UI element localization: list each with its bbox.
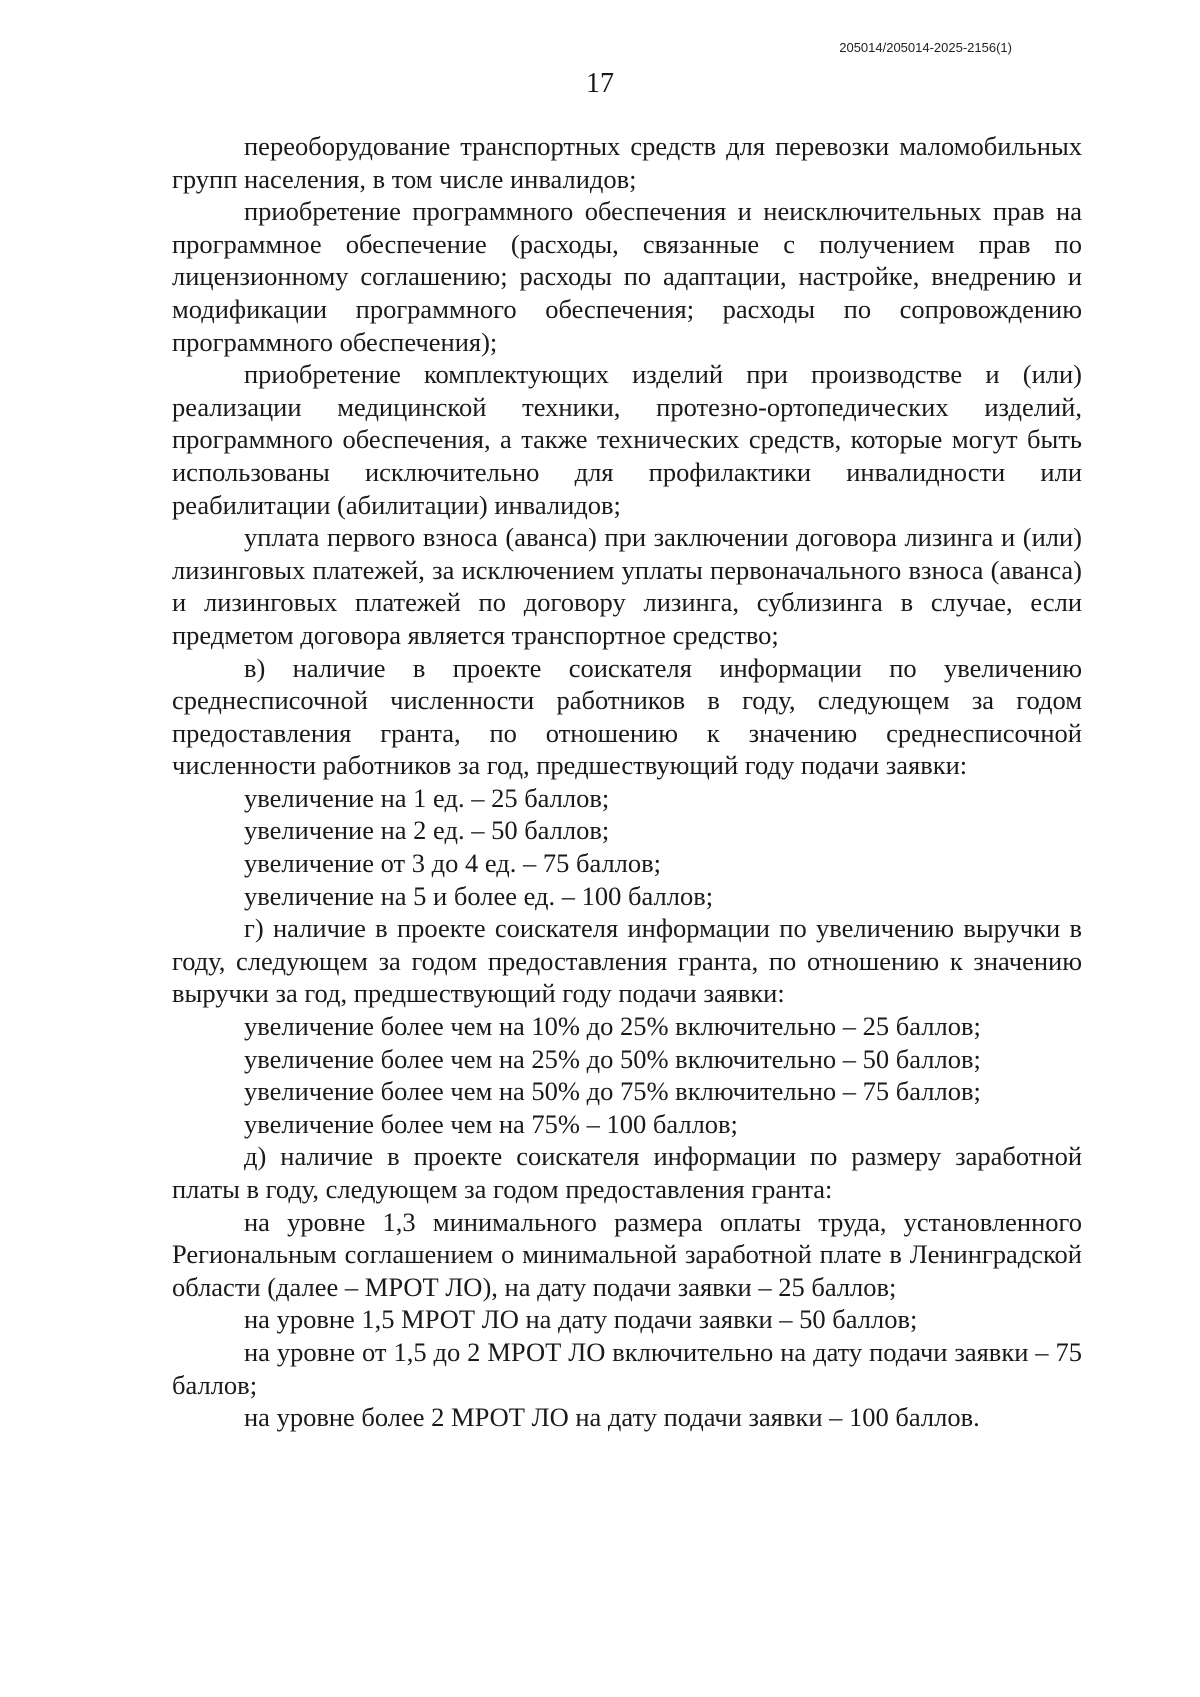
page-number: 17 xyxy=(586,68,614,99)
list-item: увеличение более чем на 75% – 100 баллов; xyxy=(244,1108,738,1139)
paragraph-leasing-payment: уплата первого взноса (аванса) при заключении договора лизинга и (или) лизинговых платежей, за исключением уплаты первоначального взноса (аванса) и лизинговых платежей по договору лизинга, сублизинга в случае, если предметом договора является транспортное средство; xyxy=(172,522,1082,650)
paragraph-criterion-v-headcount: в) наличие в проекте соискателя информации по увеличению среднесписочной численности работников в году, следующем за годом предоставления гранта, по отношению к значению среднесписочной численности работников за год, предшествующий году подачи заявки: xyxy=(172,652,1082,781)
list-item: увеличение от 3 до 4 ед. – 75 баллов; xyxy=(244,848,662,879)
list-item: на уровне 1,5 МРОТ ЛО на дату подачи заявки – 50 баллов; xyxy=(244,1304,918,1335)
list-item: увеличение более чем на 50% до 75% включительно – 75 баллов; xyxy=(244,1076,981,1107)
list-item: увеличение более чем на 25% до 50% включительно – 50 баллов; xyxy=(244,1043,981,1074)
list-item: на уровне 1,3 минимального размера оплаты труда, установленного Региональным соглашением о минимальной заработной плате в Ленинградской области (далее – МРОТ ЛО), на дату подачи заявки – 25 баллов; xyxy=(172,1206,1082,1302)
paragraph-components-acquisition: приобретение комплектующих изделий при производстве и (или) реализации медицинской техники, протезно-ортопедических изделий, программного обеспечения, а также технических средств, которые могут быть использованы исключительно для профилактики инвалидности или реабилитации (абилитации) инвалидов; xyxy=(172,359,1082,520)
paragraph-criterion-g-revenue: г) наличие в проекте соискателя информации по увеличению выручки в году, следующем за годом предоставления гранта, по отношению к значению выручки за год, предшествующий году подачи заявки: xyxy=(172,913,1082,1009)
list-item: увеличение более чем на 10% до 25% включительно – 25 баллов; xyxy=(244,1011,981,1042)
list-item: увеличение на 2 ед. – 50 баллов; xyxy=(244,815,610,846)
list-item: увеличение на 1 ед. – 25 баллов; xyxy=(244,782,610,813)
document-body xyxy=(172,130,1082,1434)
paragraph-software-acquisition: приобретение программного обеспечения и неисключительных прав на программное обеспечение (расходы, связанные с получением прав по лицензионному соглашению; расходы по адаптации, настройке, внедрению и модификации программного обеспечения; расходы по сопровождению программного обеспечения); xyxy=(172,196,1082,357)
document-id: 205014/205014-2025-2156(1) xyxy=(839,40,1012,55)
list-item: на уровне более 2 МРОТ ЛО на дату подачи заявки – 100 баллов. xyxy=(244,1402,980,1433)
list-item: увеличение на 5 и более ед. – 100 баллов; xyxy=(244,880,714,911)
paragraph-criterion-d-salary: д) наличие в проекте соискателя информации по размеру заработной платы в году, следующем за годом предоставления гранта: xyxy=(172,1141,1082,1204)
list-item: на уровне от 1,5 до 2 МРОТ ЛО включительно на дату подачи заявки – 75 баллов; xyxy=(172,1336,1082,1400)
paragraph-vehicle-conversion: переоборудование транспортных средств для перевозки маломобильных групп населения, в том числе инвалидов; xyxy=(172,131,1082,194)
